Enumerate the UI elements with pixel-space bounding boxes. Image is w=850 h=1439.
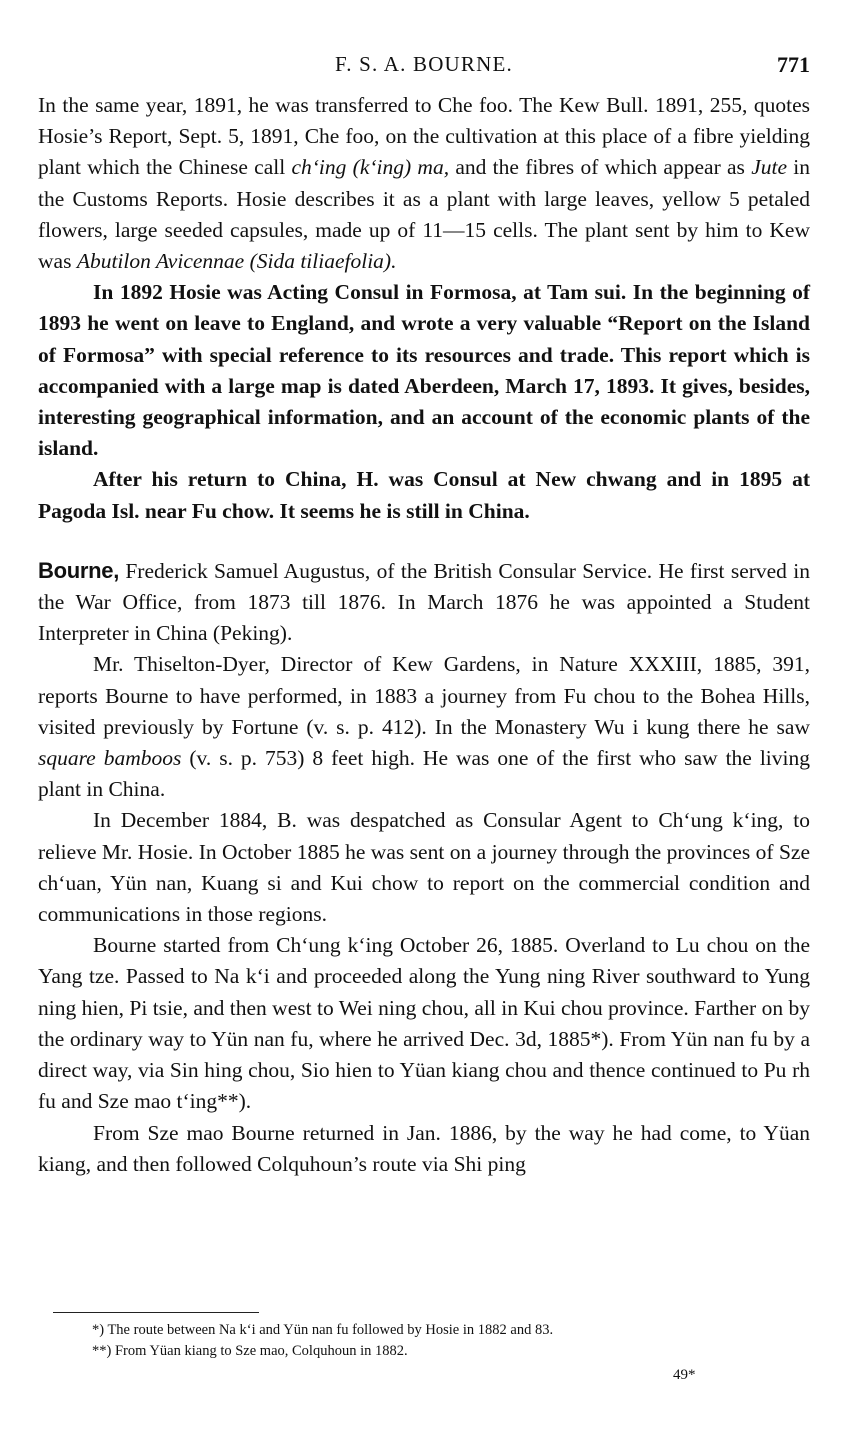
running-head: F. S. A. BOURNE.: [335, 52, 513, 76]
footnote-1: *) The route between Na k‘i and Yün nan fu followed by Hosie in 1882 and 83.: [92, 1322, 554, 1338]
footnotes: [92, 1320, 792, 1362]
paragraph: [38, 464, 810, 526]
text-segment: ch‘ing (k‘ing) ma,: [291, 155, 450, 180]
footnote-2: **) From Yüan kiang to Sze mao, Colquhoun in 1882.: [92, 1343, 408, 1359]
paragraph: [38, 805, 810, 930]
text-segment: In the same year, 1891, he was transferred to Che foo. The Kew Bull. 1891, 255, quotes Hosie’s Report, Sept. 5, 1891, Che foo, on the cultivation at this place of a fibre yielding plant which the Chinese call: [38, 93, 810, 180]
text-segment: and the fibres of which appear as: [449, 155, 752, 180]
text-segment: In December 1884, B. was despatched as Consular Agent to Ch‘ung k‘ing, to relieve Mr. Hosie. In October 1885 he was sent on a journey through the provinces of Sze ch‘uan, Yün nan, Kuang si and Kui chow to report on the commercial condition and communications in those regions.: [38, 808, 810, 927]
text-segment: Abutilon Avicennae (Sida tiliaefolia).: [76, 249, 397, 274]
text-segment: After his return to China, H. was Consul at New chwang and in 1895 at Pagoda Isl. near Fu chow. It seems he is still in China.: [38, 467, 810, 523]
paragraph: [38, 277, 810, 464]
paragraph: [38, 1118, 810, 1180]
text-segment: Bourne started from Ch‘ung k‘ing October 26, 1885. Overland to Lu chou on the Yang tze. Passed to Na k‘i and proceeded along the Yung ning River southward to Yung ning hien, Pi tsie, and then west to Wei ning chou, all in Kui chou province. Farther on by the ordinary way to Yün nan fu, where he arrived Dec. 3d, 1885*). From Yün nan fu by a direct way, via Sin hing chou, Sio hien to Yüan kiang chou and thence continued to Pu rh fu and Sze mao t‘ing**).: [38, 933, 810, 1114]
entry-heading: Bourne,: [38, 557, 120, 583]
text-segment: square bamboos: [38, 746, 182, 771]
text-segment: From Sze mao Bourne returned in Jan. 1886, by the way he had come, to Yüan kiang, and then followed Colquhoun’s route via Shi ping: [38, 1120, 810, 1176]
page-number: 771: [777, 52, 810, 77]
section-gap: [38, 527, 810, 555]
signature-mark: 49*: [673, 1367, 696, 1383]
text-body: [38, 90, 810, 1180]
text-segment: Frederick Samuel Augustus, of the British Consular Service. He first served in the War Office, from 1873 till 1876. In March 1876 he was appointed a Student Interpreter in China (Peking).: [38, 558, 810, 646]
paragraph: [38, 930, 810, 1117]
text-segment: Mr. Thiselton-Dyer, Director of Kew Gardens, in Nature XXXIII, 1885, 391, reports Bourne to have performed, in 1883 a journey from Fu chou to the Bohea Hills, visited previously by Fortune (v. s. p. 412). In the Monastery Wu i kung there he saw: [38, 652, 810, 739]
text-segment: In 1892 Hosie was Acting Consul in Formosa, at Tam sui. In the beginning of 1893 he went on leave to England, and wrote a very valuable “Report on the Island of Formosa” with special reference to its resources and trade. This report which is accompanied with a large map is dated Aberdeen, March 17, 1893. It gives, besides, interesting geographical information, and an account of the economic plants of the island.: [38, 280, 810, 461]
page-body: [38, 46, 810, 1180]
footnote-rule: [53, 1312, 259, 1313]
paragraph: [38, 555, 810, 650]
page-header: [38, 46, 810, 90]
paragraph: [38, 649, 810, 805]
text-segment: (v. s. p. 753) 8 feet high. He was one of the first who saw the living plant in China.: [38, 746, 810, 802]
text-segment: Jute: [751, 155, 787, 180]
text-segment: in the Customs Reports. Hosie describes it as a plant with large leaves, yellow 5 petaled flowers, large seeded capsules, made up of 11—15 cells. The plant sent by him to Kew was: [38, 155, 810, 274]
paragraph: [38, 90, 810, 277]
